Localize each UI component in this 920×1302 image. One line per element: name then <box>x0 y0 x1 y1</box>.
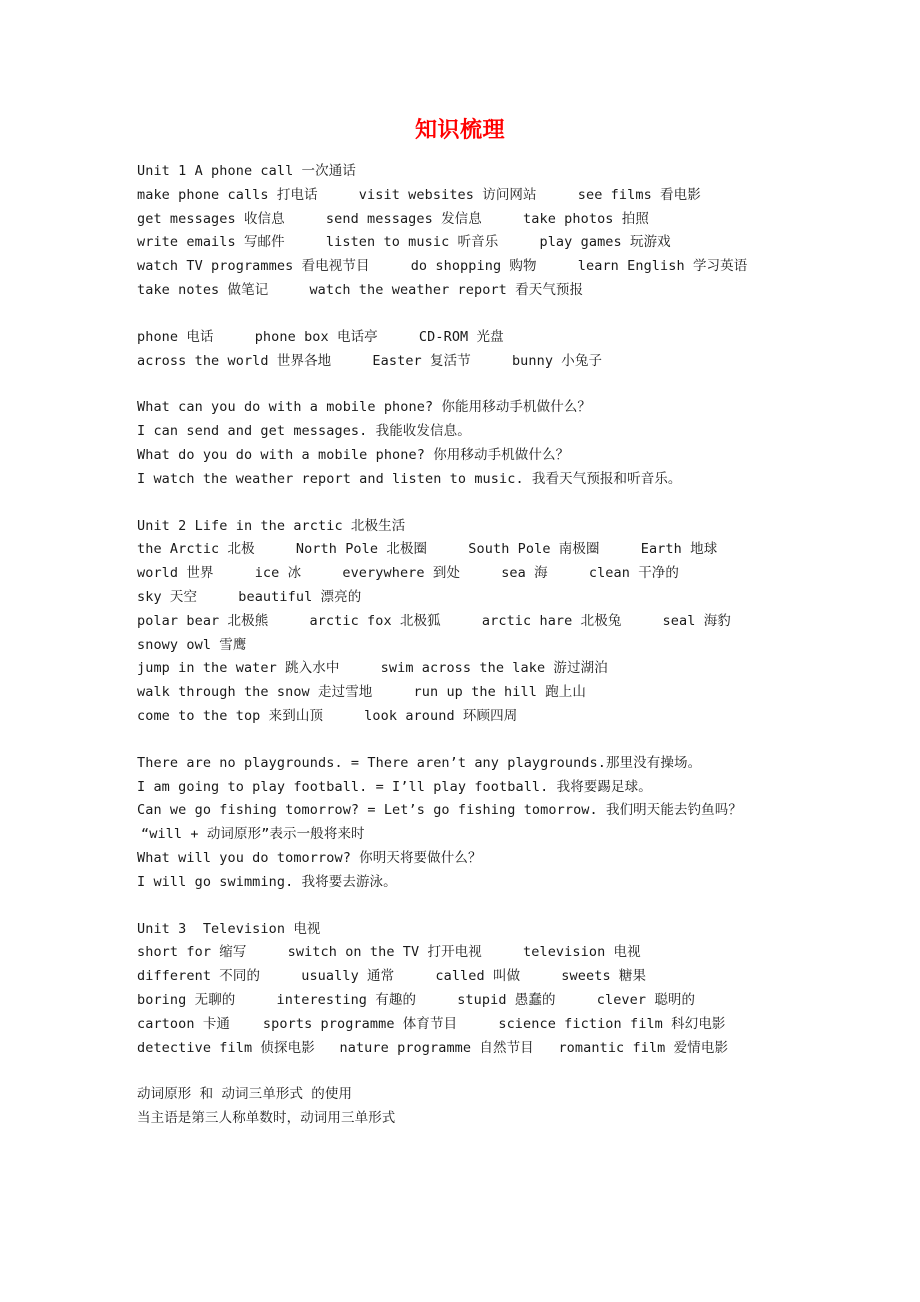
paragraph-unit2-vocab <box>137 515 837 729</box>
text-line: Unit 1 A phone call 一次通话 <box>137 163 356 179</box>
text-line: sky 天空 beautiful 漂亮的 <box>137 588 362 605</box>
text-line: take notes 做笔记 watch the weather report 看天气预报 <box>137 281 584 298</box>
page-title: 知识梳理 <box>414 118 505 143</box>
text-line: Can we go fishing tomorrow? = Let’s go fishing tomorrow. 我们明天能去钓鱼吗？ <box>137 802 742 819</box>
text-line: phone 电话 phone box 电话亭 CD-ROM 光盘 <box>137 328 504 345</box>
text-line: get messages 收信息 send messages 发信息 take photos 拍照 <box>137 210 649 227</box>
text-line: boring 无聊的 interesting 有趣的 stupid 愚蠢的 clever 聪明的 <box>137 991 696 1008</box>
text-line: polar bear 北极熊 arctic fox 北极狐 arctic hare 北极兔 seal 海豹 <box>137 612 731 629</box>
text-line: the Arctic 北极 North Pole 北极圈 South Pole 南极圈 Earth 地球 <box>137 541 718 558</box>
text-line: Unit 2 Life in the arctic 北极生活 <box>137 517 406 534</box>
text-line: write emails 写邮件 listen to music 听音乐 play games 玩游戏 <box>137 234 671 251</box>
document-body <box>137 160 837 1131</box>
paragraph-unit1-nouns <box>137 326 837 374</box>
paragraph-unit1-sentences <box>137 396 837 491</box>
text-line: I am going to play football. = I’ll play football. 我将要踢足球。 <box>137 778 652 795</box>
text-line: different 不同的 usually 通常 called 叫做 sweets 糖果 <box>137 968 647 985</box>
text-line: jump in the water 跳入水中 swim across the lake 游过湖泊 <box>137 660 608 677</box>
text-line: 动词原形 和 动词三单形式 的使用 <box>137 1086 353 1103</box>
text-line: I will go swimming. 我将要去游泳。 <box>137 873 397 890</box>
text-line: What can you do with a mobile phone? 你能用移动手机做什么？ <box>137 399 592 416</box>
text-line: world 世界 ice 冰 everywhere 到处 sea 海 clean 干净的 <box>137 565 680 582</box>
paragraph-unit3-vocab <box>137 918 837 1061</box>
paragraph-grammar-note <box>137 1083 837 1131</box>
text-line: What will you do tomorrow? 你明天将要做什么？ <box>137 849 482 866</box>
text-line: “will + 动词原形”表示一般将来时 <box>141 826 365 843</box>
text-line: walk through the snow 走过雪地 run up the hill 跑上山 <box>137 684 586 701</box>
text-line: Unit 3 Television 电视 <box>137 920 321 937</box>
text-line: come to the top 来到山顶 look around 环顾四周 <box>137 707 518 724</box>
text-line: cartoon 卡通 sports programme 体育节目 science fiction film 科幻电影 detective film 侦探电影 nature programme 自然节目 romantic film 爱情电影 <box>137 1015 767 1056</box>
paragraph-unit2-sentences <box>137 752 837 895</box>
text-line: short for 缩写 switch on the TV 打开电视 television 电视 <box>137 944 641 961</box>
text-line: I watch the weather report and listen to music. 我看天气预报和听音乐。 <box>137 470 682 487</box>
text-line: across the world 世界各地 Easter 复活节 bunny 小兔子 <box>137 352 603 369</box>
text-line: 当主语是第三人称单数时，动词用三单形式 <box>137 1110 396 1127</box>
text-line: watch TV programmes 看电视节目 do shopping 购物 learn English 学习英语 <box>137 258 748 275</box>
text-line: What do you do with a mobile phone? 你用移动手机做什么？ <box>137 446 570 463</box>
text-line: snowy owl 雪鹰 <box>137 636 247 653</box>
paragraph-unit1-vocab <box>137 160 837 303</box>
text-line: There are no playgrounds. = There aren’t any playgrounds.那里没有操场。 <box>137 754 702 771</box>
text-line: make phone calls 打电话 visit websites 访问网站 see films 看电影 <box>137 186 701 203</box>
text-line: I can send and get messages. 我能收发信息。 <box>137 423 471 440</box>
